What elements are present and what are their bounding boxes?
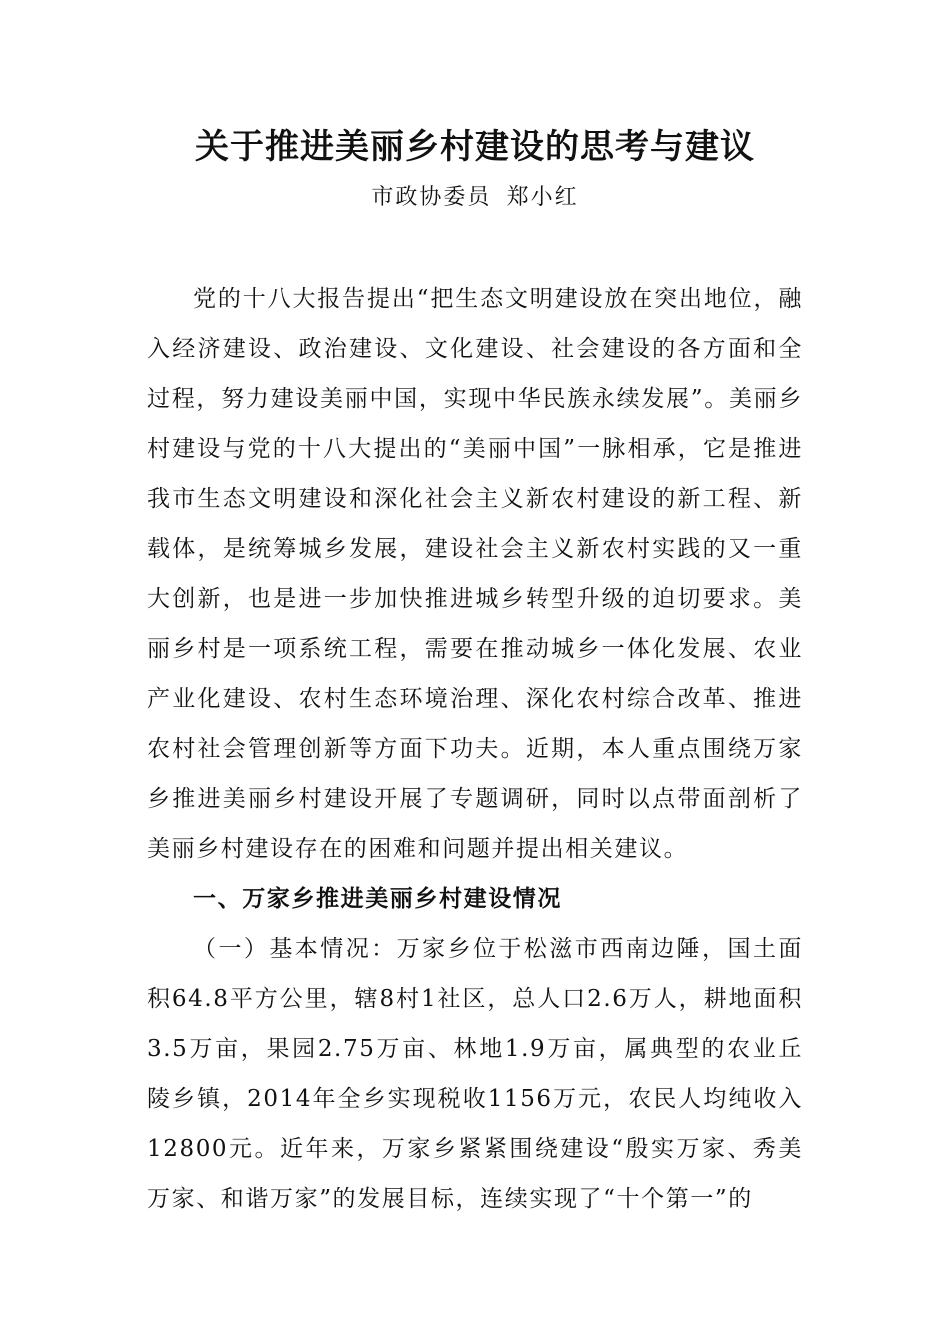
document-title: 关于推进美丽乡村建设的思考与建议 bbox=[195, 127, 755, 167]
document-body bbox=[147, 274, 803, 1224]
section-heading: 一、万家乡推进美丽乡村建设情况 bbox=[193, 886, 562, 912]
author-line: 市政协委员 郑小红 bbox=[371, 185, 579, 210]
subsection-paragraph bbox=[147, 924, 803, 1224]
subsection-lead: （一）基本情况： bbox=[193, 936, 397, 962]
subsection-text: 万家乡位于松滋市西南边陲，国土面积64.8平方公里，辖8村1社区，总人口2.6万人，耕地面积3.5万亩，果园2.75万亩、林地1.9万亩，属典型的农业丘陵乡镇，2014年全乡实现税收1156万元，农民人均纯收入12800元。近年来，万家乡紧紧围绕建设“殷实万家、秀美万家、和谐万家”的发展目标，连续实现了“十个第一”的 bbox=[147, 936, 803, 1212]
intro-paragraph: 党的十八大报告提出“把生态文明建设放在突出地位，融入经济建设、政治建设、文化建设、社会建设的各方面和全过程，努力建设美丽中国，实现中华民族永续发展”。美丽乡村建设与党的十八大提出的“美丽中国”一脉相承，它是推进我市生态文明建设和深化社会主义新农村建设的新工程、新载体，是统筹城乡发展，建设社会主义新农村实践的又一重大创新，也是进一步加快推进城乡转型升级的迫切要求。美丽乡村是一项系统工程，需要在推动城乡一体化发展、农业产业化建设、农村生态环境治理、深化农村综合改革、推进农村社会管理创新等方面下功夫。近期，本人重点围绕万家乡推进美丽乡村建设开展了专题调研，同时以点带面剖析了美丽乡村建设存在的困难和问题并提出相关建议。 bbox=[147, 286, 803, 862]
